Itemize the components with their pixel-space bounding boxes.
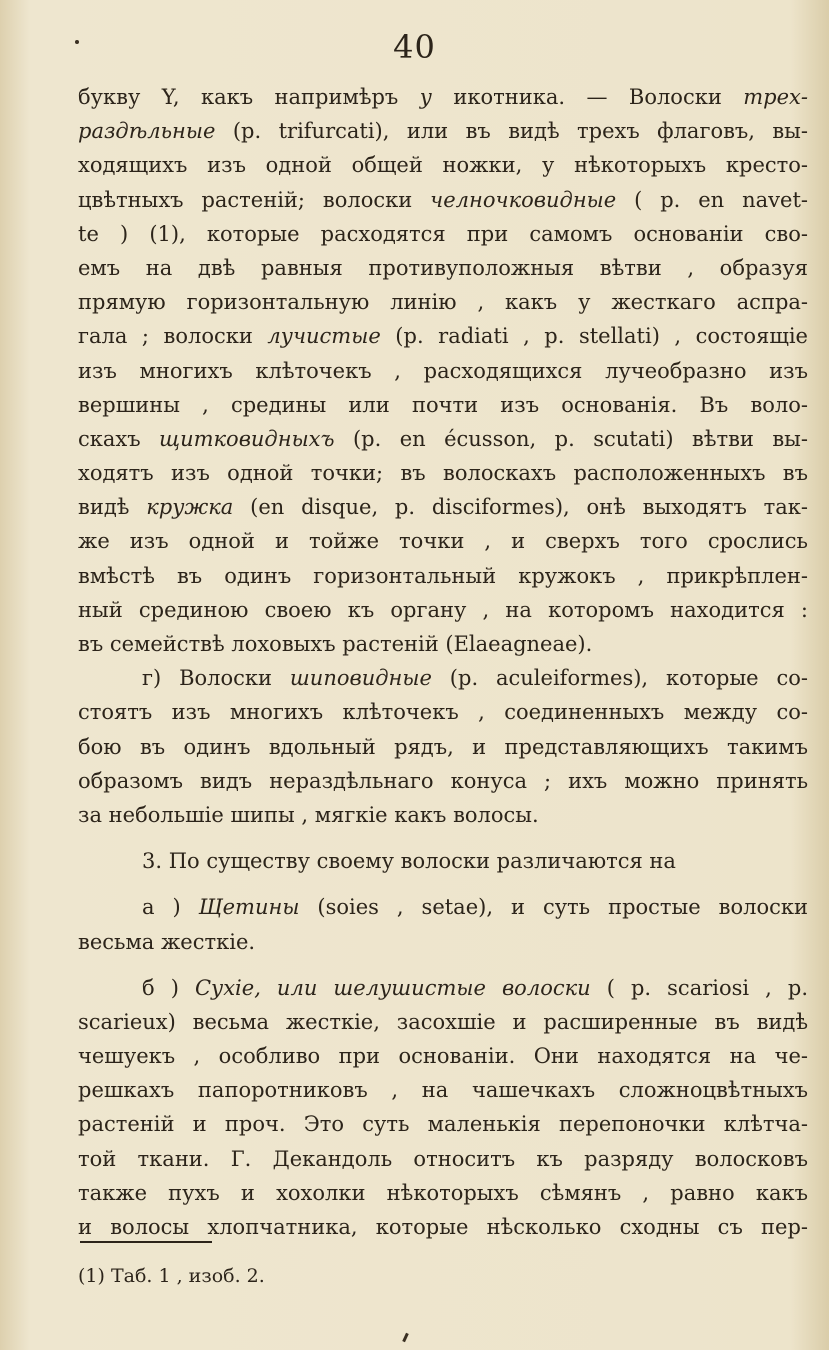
text-segment: и волосы хлопчатника, которые нѣсколько сходны съ пер-: [78, 1215, 808, 1239]
text-segment: а ): [142, 895, 199, 920]
italic-term: у: [419, 85, 432, 109]
text-line: [78, 1073, 808, 1107]
text-line: [78, 285, 808, 319]
text-segment: te ) (1), которые расходятся при самомъ основаніи сво-: [78, 221, 808, 246]
italic-term: Сухіе, или шелушистые волоски: [194, 975, 591, 1000]
text-segment: икотника. — Волоски: [431, 85, 744, 109]
italic-term: щитковидныхъ: [159, 426, 335, 451]
text-line: [78, 319, 808, 353]
italic-term: шиповидные: [289, 666, 432, 691]
text-segment: же изъ одной и тойже точки , и сверхъ того срослись: [78, 529, 808, 554]
text-line: [78, 354, 808, 388]
text-segment: въ семействѣ лоховыхъ растеній (Elaeagneae).: [78, 632, 593, 656]
text-segment: той ткани. Г. Декандоль относитъ къ разряду волосковъ: [78, 1146, 808, 1171]
text-segment: (p. en écusson, p. scutati) вѣтви вы-: [334, 426, 808, 451]
text-line: [78, 925, 808, 959]
text-line: [78, 695, 808, 729]
paragraph-gap: [78, 959, 808, 971]
text-segment: вмѣстѣ въ одинъ горизонтальный кружокъ , прикрѣплен-: [78, 563, 808, 588]
text-segment: также пухъ и хохолки нѣкоторыхъ сѣмянъ , равно какъ: [78, 1180, 808, 1205]
page-number: 40: [393, 28, 436, 66]
text-line: [78, 1142, 808, 1176]
paragraph-gap: [78, 878, 808, 890]
footnote: (1) Таб. 1 , изоб. 2.: [78, 1265, 265, 1287]
text-segment: scarieux) весьма жесткіе, засохшіе и расширенные въ видѣ: [78, 1009, 808, 1034]
text-line: [78, 217, 808, 251]
text-line: [78, 890, 808, 924]
text-segment: ( p. scariosi , p.: [590, 975, 808, 1000]
text-segment: (en disque, p. disciformes), онѣ выходятъ так-: [233, 495, 808, 520]
text-segment: г) Волоски: [142, 666, 290, 691]
text-line: [78, 764, 808, 798]
text-line: [78, 1005, 808, 1039]
text-segment: стоятъ изъ многихъ клѣточекъ , соединенныхъ между со-: [78, 700, 808, 725]
text-segment: чешуекъ , особливо при основаніи. Они находятся на че-: [78, 1044, 808, 1069]
text-segment: букву Y, какъ напримѣръ: [78, 85, 420, 109]
text-line: [78, 456, 808, 490]
italic-term: трех-: [743, 85, 808, 109]
text-segment: весьма жесткіе.: [78, 929, 256, 954]
text-segment: 3. По существу своему волоски различаются на: [142, 849, 676, 874]
text-segment: бою въ одинъ вдольный рядъ, и представляющихъ такимъ: [78, 734, 808, 759]
text-segment: скахъ: [78, 426, 160, 451]
italic-term: лучистые: [267, 324, 381, 349]
text-line: [78, 1039, 808, 1073]
italic-term: раздѣльные: [78, 119, 216, 144]
text-segment: (soies , setae), и суть простые волоски: [299, 895, 808, 920]
text-line: [78, 1210, 808, 1244]
italic-term: Щетины: [198, 895, 300, 920]
text-line: [78, 422, 808, 456]
text-line: [78, 798, 808, 832]
text-segment: ( p. en navet-: [616, 187, 808, 212]
text-line: [78, 388, 808, 422]
text-line: [78, 627, 808, 661]
text-segment: образомъ видъ нераздѣльнаго конуса ; ихъ можно принять: [78, 768, 808, 793]
text-segment: цвѣтныхъ растеній; волоски: [78, 187, 431, 212]
text-segment: вершины , средины или почти изъ основанія. Въ воло-: [78, 392, 808, 417]
text-line: [78, 490, 808, 524]
italic-term: челночковидные: [430, 187, 617, 212]
text-segment: видѣ: [78, 495, 147, 520]
text-segment: прямую горизонтальную линію , какъ у жесткаго аспра-: [78, 290, 808, 315]
text-segment: за небольшіе шипы , мягкіе какъ волосы.: [78, 802, 539, 827]
text-segment: б ): [142, 975, 195, 1000]
ink-speck: [402, 1333, 409, 1342]
text-segment: растеній и проч. Это суть маленькія перепоночки клѣтча-: [78, 1112, 808, 1137]
footnote-rule: [80, 1241, 212, 1243]
text-line: [78, 1107, 808, 1141]
text-line: [78, 1176, 808, 1210]
text-segment: (p. radiati , p. stellati) , состоящіе: [380, 324, 808, 349]
text-line: [78, 593, 808, 627]
text-line: [78, 251, 808, 285]
text-line: [78, 183, 808, 217]
text-line: [78, 148, 808, 182]
text-segment: (p. aculeiformes), которые со-: [431, 666, 808, 691]
text-line: [78, 661, 808, 695]
paragraph-gap: [78, 832, 808, 844]
text-segment: ный срединою своею къ органу , на которомъ находится :: [78, 597, 808, 622]
text-segment: ходящихъ изъ одной общей ножки, у нѣкоторыхъ кресто-: [78, 153, 808, 178]
text-segment: емъ на двѣ равныя противуположныя вѣтви , образуя: [78, 255, 808, 280]
text-line: [78, 114, 808, 148]
body-text: [78, 80, 808, 1244]
italic-term: кружка: [146, 495, 234, 520]
text-line: [78, 971, 808, 1005]
text-line: [78, 844, 808, 878]
text-segment: гала ; волоски: [78, 324, 268, 349]
text-segment: решкахъ папоротниковъ , на чашечкахъ сложноцвѣтныхъ: [78, 1078, 808, 1103]
text-segment: ходятъ изъ одной точки; въ волоскахъ расположенныхъ въ: [78, 461, 808, 486]
text-line: [78, 524, 808, 558]
text-segment: (p. trifurcati), или въ видѣ трехъ флаговъ, вы-: [215, 119, 808, 144]
text-line: [78, 559, 808, 593]
text-line: [78, 730, 808, 764]
text-segment: изъ многихъ клѣточекъ , расходящихся лучеобразно изъ: [78, 358, 808, 383]
text-line: [78, 80, 808, 114]
